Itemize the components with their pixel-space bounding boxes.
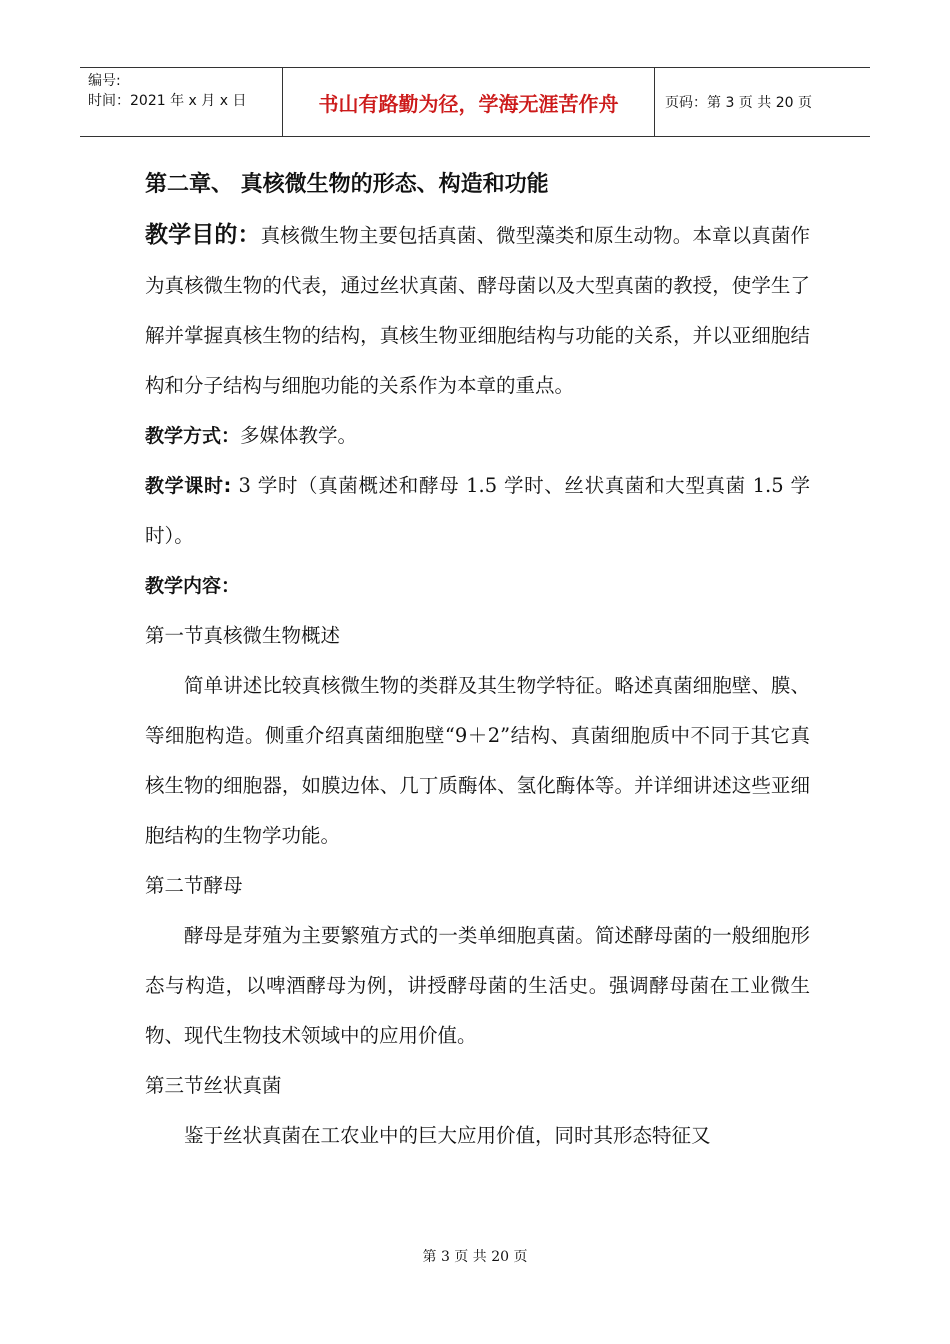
teaching-method-label: 教学方式： [145, 425, 241, 447]
header-motto: 书山有路勤为径，学海无涯苦作舟 [318, 91, 619, 116]
document-number-label: 编号: [88, 73, 121, 89]
teaching-hours-label: 教学课时: [145, 475, 239, 497]
teaching-objective-label: 教学目的： [145, 222, 261, 248]
teaching-content-heading [145, 561, 810, 611]
teaching-objective [145, 210, 810, 411]
document-body [145, 160, 810, 1161]
teaching-content-label: 教学内容： [145, 575, 241, 597]
section-title: 第一节真核微生物概述 [145, 624, 341, 647]
section-body: 酵母是芽殖为主要繁殖方式的一类单细胞真菌。简述酵母菌的一般细胞形态与构造，以啤酒酵母为例，讲授酵母菌的生活史。强调酵母菌在工业微生物、现代生物技术领域中的应用价值。 [145, 924, 810, 1047]
teaching-hours [145, 461, 810, 561]
header-left-cell [80, 68, 282, 136]
header-page-info: 页码：第 3 页 共 20 页 [665, 95, 812, 111]
teaching-objective-text: 真核微生物主要包括真菌、微型藻类和原生动物。本章以真菌作为真核微生物的代表，通过丝状真菌、酵母菌以及大型真菌的教授，使学生了解并掌握真核生物的结构，真核生物亚细胞结构与功能的关系，并以亚细胞结构和分子结构与细胞功能的关系作为本章的重点。 [145, 224, 810, 397]
page-footer: 第 3 页 共 20 页 [422, 1249, 528, 1265]
chapter-title: 第二章、 真核微生物的形态、构造和功能 [145, 172, 549, 197]
teaching-method-text: 多媒体教学。 [240, 424, 358, 447]
page-header [80, 67, 870, 137]
header-motto-cell [282, 68, 655, 136]
section-title: 第三节丝状真菌 [145, 1074, 282, 1097]
header-page-info-cell [655, 68, 870, 136]
section-body: 简单讲述比较真核微生物的类群及其生物学特征。略述真菌细胞壁、膜、等细胞构造。侧重介绍真菌细胞壁“9＋2”结构、真菌细胞质中不同于其它真核生物的细胞器，如膜边体、几丁质酶体、氢化酶体等。并详细讲述这些亚细胞结构的生物学功能。 [145, 674, 810, 847]
document-date: 时间：2021 年 x 月 x 日 [88, 93, 247, 109]
teaching-hours-text: 3 学时（真菌概述和酵母 1.5 学时、丝状真菌和大型真菌 1.5 学时）。 [145, 474, 810, 547]
section-body: 鉴于丝状真菌在工农业中的巨大应用价值，同时其形态特征又 [184, 1124, 711, 1147]
teaching-method [145, 411, 810, 461]
section-title: 第二节酵母 [145, 874, 243, 897]
